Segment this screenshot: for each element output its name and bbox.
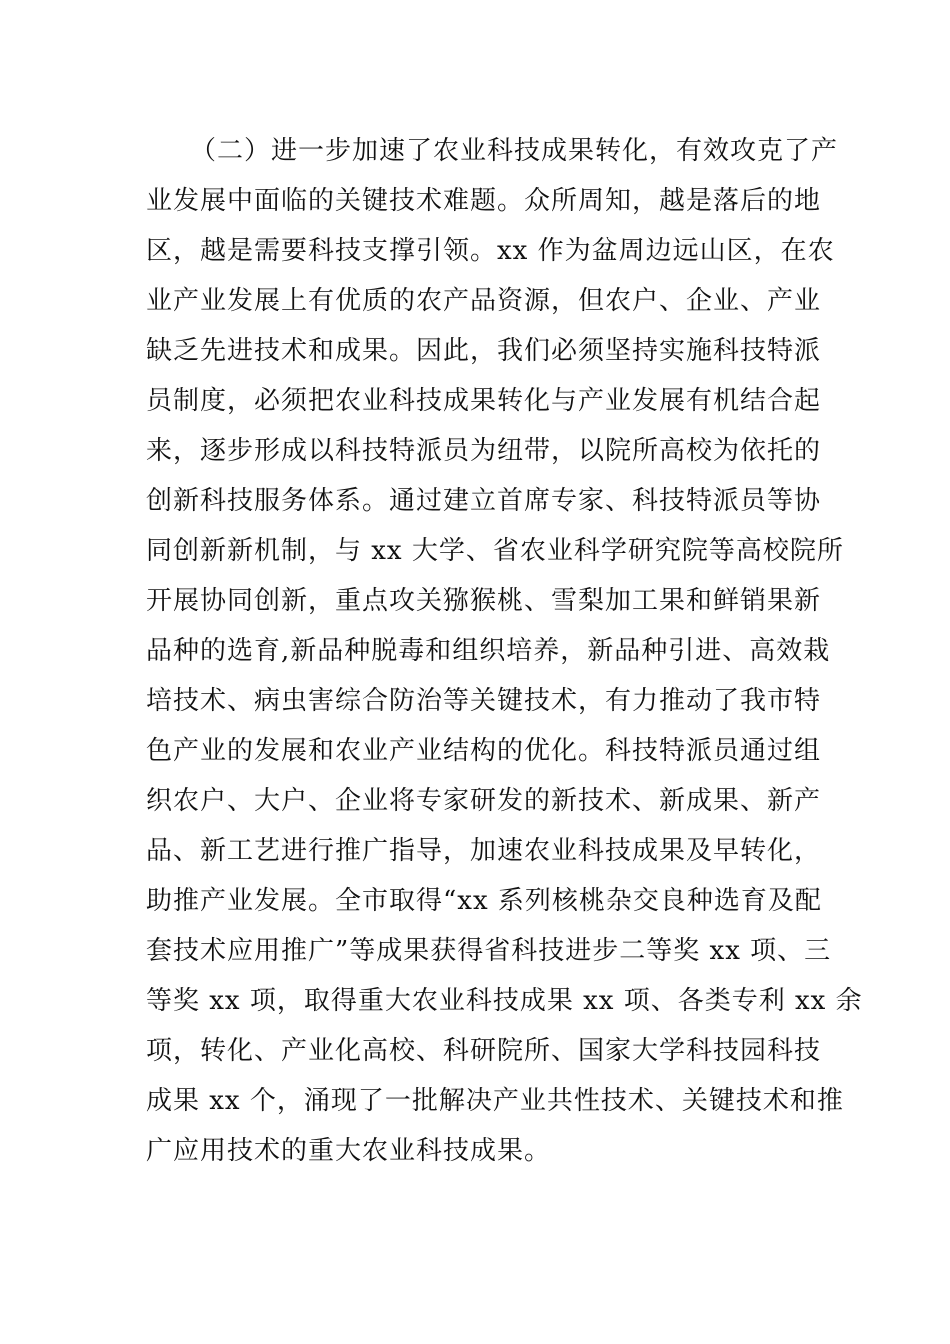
paragraph-line: 区，越是需要科技支撑引领。xx 作为盆周边远山区，在农 — [146, 236, 835, 266]
paragraph — [146, 126, 863, 1176]
paragraph-line: 同创新新机制，与 xx 大学、省农业科学研究院等高校院所 — [146, 536, 844, 566]
paragraph-line: 品、新工艺进行推广指导，加速农业科技成果及早转化， — [146, 836, 822, 866]
paragraph-line: 业发展中面临的关键技术难题。众所周知，越是落后的地 — [146, 186, 822, 216]
paragraph-line: 色产业的发展和农业产业结构的优化。科技特派员通过组 — [146, 736, 822, 766]
paragraph-line: 培技术、病虫害综合防治等关键技术，有力推动了我市特 — [146, 686, 822, 716]
paragraph-line: 套技术应用推广”等成果获得省科技进步二等奖 xx 项、三 — [146, 936, 832, 966]
paragraph-line: 品种的选育,新品种脱毒和组织培养，新品种引进、高效栽 — [146, 636, 831, 666]
paragraph-line: 等奖 xx 项，取得重大农业科技成果 xx 项、各类专利 xx 余 — [146, 986, 863, 1016]
paragraph-line: 织农户、大户、企业将专家研发的新技术、新成果、新产 — [146, 786, 822, 816]
paragraph-line: 成果 xx 个，涌现了一批解决产业共性技术、关键技术和推 — [146, 1086, 844, 1116]
paragraph-line: 广应用技术的重大农业科技成果。 — [146, 1136, 552, 1166]
paragraph-line: 助推产业发展。全市取得“xx 系列核桃杂交良种选育及配 — [146, 886, 822, 916]
paragraph-line: （二）进一步加速了农业科技成果转化，有效攻克了产 — [190, 136, 839, 166]
paragraph-line: 来，逐步形成以科技特派员为纽带，以院所高校为依托的 — [146, 436, 822, 466]
paragraph-line: 员制度，必须把农业科技成果转化与产业发展有机结合起 — [146, 386, 822, 416]
paragraph-line: 开展协同创新，重点攻关猕猴桃、雪梨加工果和鲜销果新 — [146, 586, 822, 616]
paragraph-line: 业产业发展上有优质的农产品资源，但农户、企业、产业 — [146, 286, 822, 316]
paragraph-line: 缺乏先进技术和成果。因此，我们必须坚持实施科技特派 — [146, 336, 822, 366]
paragraph-line: 项，转化、产业化高校、科研院所、国家大学科技园科技 — [146, 1036, 822, 1066]
paragraph-line: 创新科技服务体系。通过建立首席专家、科技特派员等协 — [146, 486, 822, 516]
